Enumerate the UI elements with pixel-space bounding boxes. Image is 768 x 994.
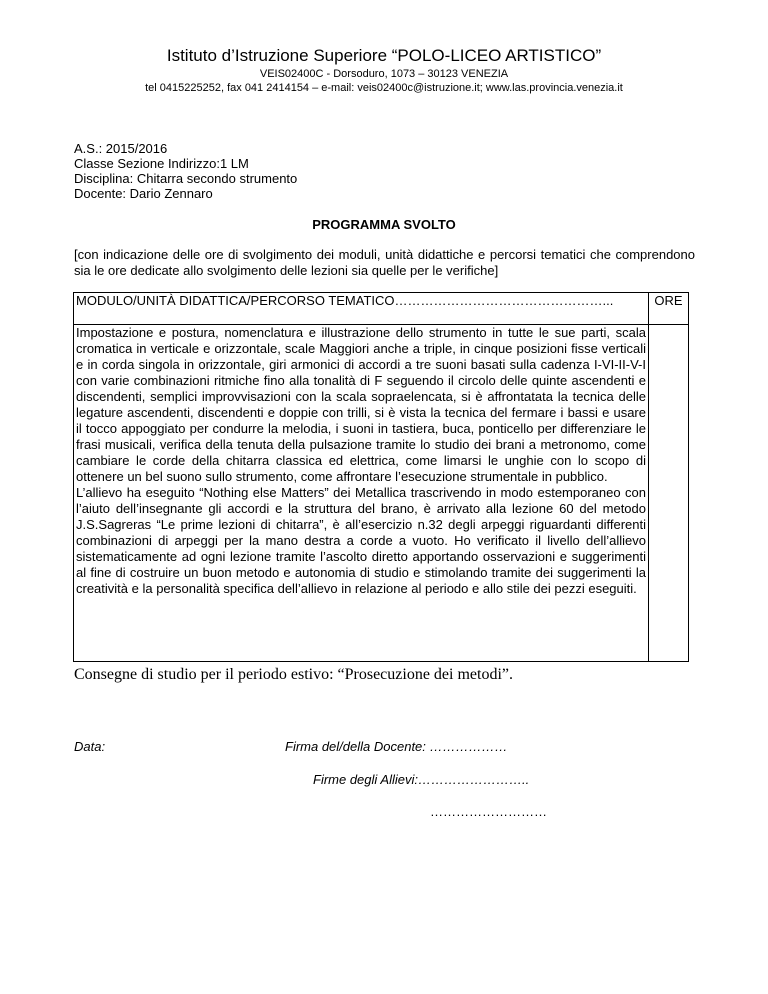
summer-assignments: Consegne di studio per il periodo estivo: “Prosecuzione dei metodi”. — [74, 666, 514, 683]
school-contacts: tel 0415225252, fax 041 2414154 – e-mail: veis02400c@istruzione.it; www.las.provincia.venezia.it — [145, 82, 623, 94]
program-title: PROGRAMMA SVOLTO — [312, 217, 456, 232]
subject: Disciplina: Chitarra secondo strumento — [74, 171, 298, 186]
content-paragraph-2: L’allievo ha eseguito “Nothing else Matters” dei Metallica trascrivendo in modo estemporaneo con l’aiuto dell’insegnante gli accordi e la struttura del brano, è arrivato alla lezione 60 del metodo J.S.Sagreras “Le prime lezioni di chitarra”, è all’esercizio n.32 degli arpeggi riguardanti differenti combinazioni di arpeggi per la mano destra a corde a vuoto. Ho verificato il livello dell’allievo sistematicamente ad ogni lezione tramite l’ascolto diretto apportando osservazioni e suggerimenti al fine di costruire un buon metodo e autonomia di studio e stimolando tramite dei suggerimenti la creatività e la personalità specifica dell’allievo in relazione al periodo e allo stile dei pezzi eseguiti. — [76, 485, 646, 596]
class-section: Classe Sezione Indirizzo:1 LM — [74, 156, 249, 171]
program-intro: [con indicazione delle ore di svolgimento dei moduli, unità didattiche e percorsi tematici che comprendono sia le ore dedicate allo svolgimento delle lezioni sia quelle per le verifiche] — [74, 247, 695, 278]
program-table — [73, 292, 689, 662]
hours-header: ORE — [649, 293, 689, 325]
module-content — [74, 325, 649, 662]
teacher: Docente: Dario Zennaro — [74, 186, 213, 201]
table-row — [74, 325, 689, 662]
teacher-signature: Firma del/della Docente: ……………… — [285, 739, 508, 754]
course-info — [74, 141, 297, 201]
school-name: Istituto d’Istruzione Superiore “POLO-LICEO ARTISTICO” — [166, 46, 602, 65]
module-header: MODULO/UNITÀ DIDATTICA/PERCORSO TEMATICO…………………………………………... — [74, 293, 649, 325]
table-header-row — [74, 293, 689, 325]
students-signature: Firme degli Allievi:…………………….. — [313, 772, 530, 787]
content-paragraph-1: Impostazione e postura, nomenclatura e illustrazione dello strumento in tutte le sue parti, scala cromatica in verticale e orizzontale, scale Maggiori anche a triple, in cinque posizioni fisse verticali e in corda singola in orizzontale, giri armonici di accordi a tre suoni basati sulla cadenza I-VI-II-V-I con varie combinazioni ritmiche fino alla tonalità di F seguendo il circolo delle quinte ascendenti e discendenti, semplici improvvisazioni con la scala sopraelencata, si è affrontatata la tecnica delle legature ascendenti, discendenti e doppie con trilli, si è vista la tecnica del fermare i bassi e usare il tocco appoggiato per condurre la melodia, i suoni in tastiera, buca, ponticello per differenziare le frasi musicali, verifica della tenuta della pulsazione tramite lo studio dei brani a metronomo, come cambiare le corde della chitarra classica ed elettrica, come limarsi le unghie con lo scopo di ottenere un bel suono sullo strumento, come affrontare l’esecuzione strumentale in pubblico. — [76, 325, 646, 484]
date-label: Data: — [74, 739, 106, 754]
students-signature-extra: ……………………… — [430, 804, 547, 819]
school-address: VEIS02400C - Dorsoduro, 1073 – 30123 VENEZIA — [259, 68, 509, 80]
school-year: A.S.: 2015/2016 — [74, 141, 168, 156]
hours-cell — [649, 325, 689, 662]
